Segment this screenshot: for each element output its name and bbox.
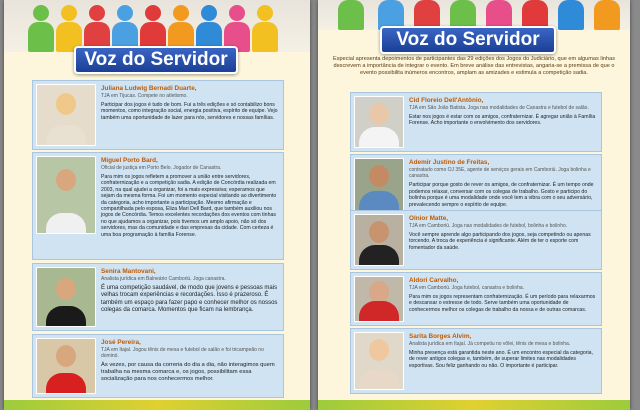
profile-quote: Minha presença está garantida neste ano. É um encontro especial da categoria, de rever antigos colegas e, também, de superar limites nas modalidades esportivas. Sou feliz ganhando ou não. O importante é participar. [409, 349, 593, 369]
profile-card [350, 328, 602, 394]
profile-card [350, 154, 602, 216]
profile-quote: Participar dos jogos é tudo de bom. Fui a três edições e só contabilizo bons momentos, como integração social, energia positiva, espírito de equipe. Vejo também uma oportunidade de lazer para nós, servidores e nossas famílias. [101, 101, 278, 121]
profile-name: Miguel Porto Bard, [101, 157, 158, 164]
profile-name: Senira Mantovani, [101, 268, 156, 275]
profile-quote: Você sempre aprende algo participando dos jogos, seja competindo ou apenas torcendo. A troca de experiência é significante. Além de ter o esporte com fomentador da saúde. [409, 231, 591, 251]
page-footer-strip [318, 400, 630, 410]
left-page [4, 0, 310, 410]
intro-paragraph: Especial apresenta depoimentos de participantes das 29 edições dos Jogos do Judiciário, que em algumas linhas descrevem a importância de integrar o evento. Em breve análise das entrevistas, angaria-se a premissa de que o evento possibilita inúmeros encontros, amplam as amizades e estimula a competição sadia. [332, 56, 616, 76]
profile-quote: Estar nos jogos é estar com os amigos, confraternizar. É agregar união à Família Forense. Acho importante o envolvimento dos servidores. [409, 113, 596, 127]
profile-quote: É uma competição saudável, de modo que jovens e pessoas mais velhas trocam experiências e recordações. Isso é prazeroso. É também um espaço para fazer papo e conhecer melhor os nossos colegas da comarca. Momentos que ficam na lembrança. [101, 284, 278, 314]
profile-photo [354, 158, 404, 212]
profile-role: Oficial de justiça em Porto Belo. Jogador de Canastra. [101, 164, 222, 171]
profile-card [32, 334, 284, 398]
people-figures-illustration [4, 0, 310, 52]
profile-role: Analista jurídica em Itajaí. Já competiu no vôlei, tênis de mesa e bolinha. [409, 340, 571, 347]
profile-role: Analista jurídica em Balneário Camboriú. Joga canastra. [101, 275, 226, 282]
profile-role: TJA em Camboriú. Joga futebol, canastra e bolinha. [409, 284, 525, 291]
profile-photo [354, 214, 404, 266]
profile-name: Aldori Carvalho, [409, 277, 459, 284]
profile-quote: Para mim os jogos representam confraternização. É um período para relaxarmos e descansar o estresse de todo. Serve também uma oportunidade de conhecermos melhor os colegas de trabalho da nossa e de outras comarcas. [409, 293, 596, 313]
page-title: Voz do Servidor [74, 46, 238, 74]
page-title: Voz do Servidor [380, 26, 556, 54]
profile-role: TJA em Tijucas. Compete no atletismo. [101, 92, 188, 99]
profile-quote: Participar porque gosto de rever os amigos, de confraternizar. É um tempo onde podemos relaxar, conversar com os colegas de trabalho. Gosto e participo do bolinha porque é uma modalidade onde você tem a vibra com o seu adversário, prevalecendo sempre o espírito de equipe. [409, 182, 594, 208]
profile-photo [354, 96, 404, 148]
profile-role: contratado como OJ 35E, agente de serviços gerais em Camboriú. Joga bolinha e canastra. [409, 166, 591, 179]
profile-name: Sarita Borges Alvim, [409, 333, 472, 340]
profile-photo [354, 332, 404, 390]
profile-name: Juliana Ludwig Bernadi Duarte, [101, 85, 197, 92]
profile-photo [354, 276, 404, 322]
page-footer-strip [4, 400, 310, 410]
profile-role: TJA em Itajaí. Jogou tênis de mesa e futebol de salão e foi tricampeão no dominó. [101, 346, 264, 359]
profile-photo [36, 267, 96, 327]
profile-card [32, 80, 284, 150]
profile-name: Cid Floreio Dell'Antônio, [409, 97, 484, 104]
profile-name: Ademir Justino de Freitas, [409, 159, 490, 166]
profile-card [350, 272, 602, 326]
right-page [318, 0, 630, 410]
profile-quote: Às vezes, por causa da correria do dia a dia, não interagimos quem trabalha na mesma comarca e, os jogos, possibilitam essa socialização para nos conhecermos melhor. [101, 362, 275, 383]
profile-photo [36, 156, 96, 234]
profile-card [32, 152, 284, 260]
profile-role: TJA em Camboriú. Joga nas modalidades de futebol, bolinha e bolinho. [409, 222, 568, 229]
profile-name: Olnior Matte, [409, 215, 449, 222]
profile-quote: Para mim os jogos refletem a promover a união entre servidores, confraternização e a competição sadia. A edição de Concórdia realizada em 2003, na qual ajudei a organizar, foi a mais expressiva; esperamos que sejam da mesma forma. Foi um momento especial visitando ao divertimento da categoria, acho importante a participação. Mesmo afirmação e compartilhada pelo esposa, Eliza Mari Dell Bard, que também auxiliou nos jogos de Concórdia. Temos excelentes recordações dos eventos com tinhas no que ajudamos a organizar, pois tivemos um amplo apoio, não só dos servidores, mas da comunidade e das empresas da cidade. Com certeza é uma boa programação à família Forense. [101, 173, 277, 238]
profile-photo [36, 84, 96, 146]
profile-photo [36, 338, 96, 394]
profile-card [350, 92, 602, 152]
profile-card [32, 263, 284, 331]
profile-name: José Pereira, [101, 339, 141, 346]
profile-card [350, 210, 602, 270]
profile-role: TJA em São João Batista. Joga nas modalidades de Canastra e futebol de salão. [409, 104, 589, 111]
